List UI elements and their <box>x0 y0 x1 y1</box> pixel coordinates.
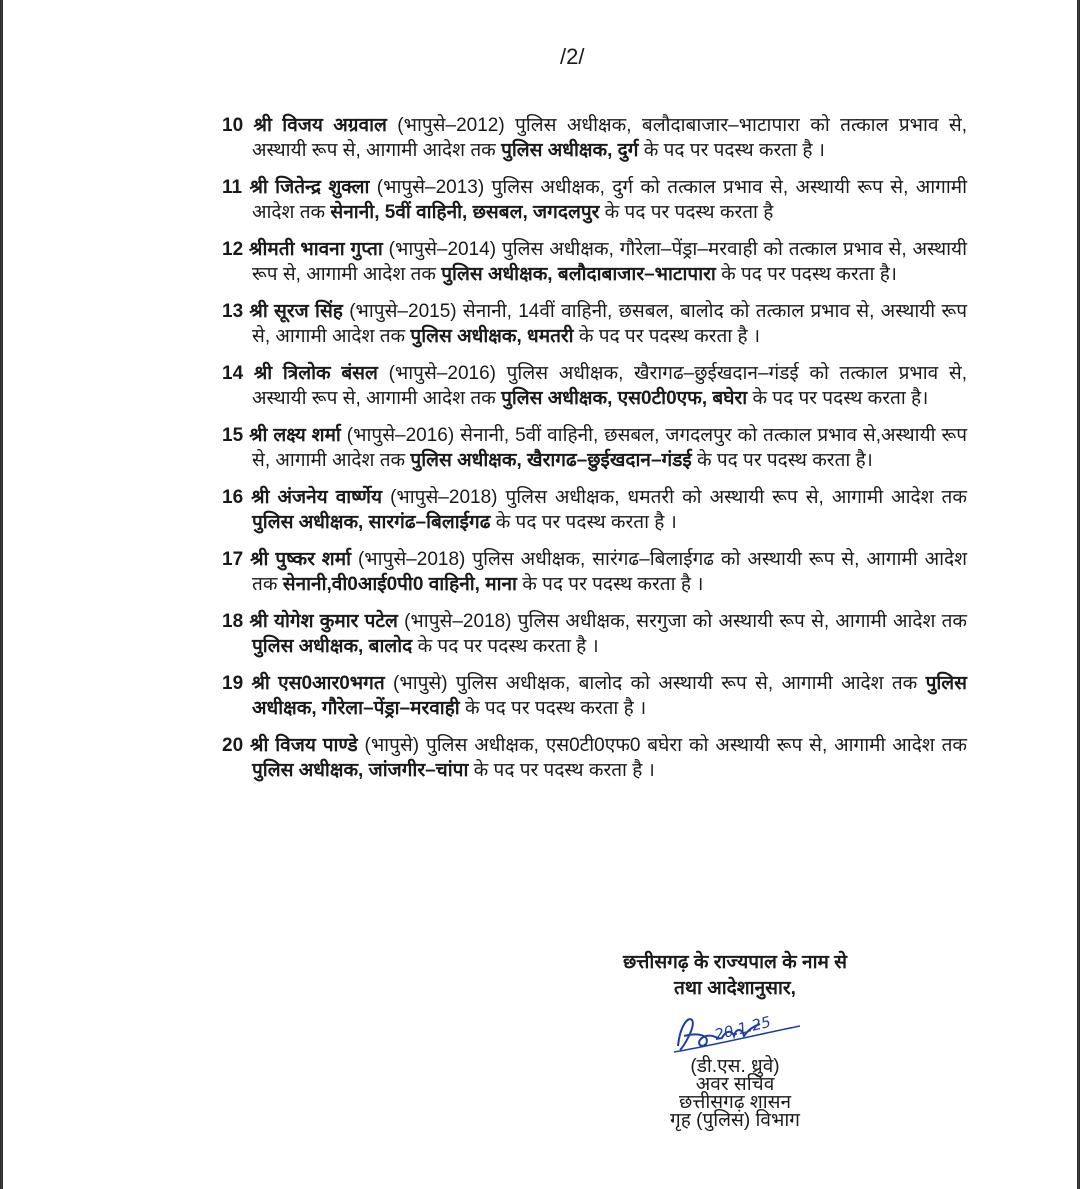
item-number: 17 <box>222 549 244 570</box>
new-posting: सेनानी, 5वीं वाहिनी, छसबल, जगदलपुर <box>330 202 600 223</box>
order-suffix: के पद पर पदस्थ करता है । <box>522 574 704 595</box>
order-item <box>222 299 967 349</box>
page-edge-left <box>0 0 3 1189</box>
officer-name: श्री विजय अग्रवाल <box>253 115 387 136</box>
officer-name: (डी.एस. ध्रुवे) <box>690 1056 780 1077</box>
officer-batch: (भापुसे–2016) <box>346 425 455 446</box>
new-posting: पुलिस अधीक्षक, बलौदाबाजार–भाटापारा <box>441 264 716 285</box>
current-posting-text: सेनानी, 14वीं वाहिनी, छसबल, बालोद को तत्काल प्रभाव से, अस्थायी रूप से, आगामी आदेश तक <box>252 301 968 347</box>
new-posting: पुलिस अधीक्षक, खैरागढ–छुईखदान–गंडई <box>410 450 692 471</box>
officer-name: श्री लक्ष्य शर्मा <box>249 425 341 446</box>
new-posting: पुलिस अधीक्षक, जांजगीर–चांपा <box>252 760 469 781</box>
officer-batch: (भापुसे–2013) <box>376 177 485 198</box>
item-number: 10 <box>222 115 244 136</box>
order-item <box>222 485 967 535</box>
item-number: 16 <box>222 487 244 508</box>
order-item <box>222 113 967 163</box>
officer-name: श्री एस0आर0भगत <box>251 673 385 694</box>
closing-line-1: छत्तीसगढ़ के राज्यपाल के नाम से <box>622 952 848 973</box>
officer-name: श्री सूरज सिंह <box>249 301 343 322</box>
officer-batch: (भापुसे–2016) <box>388 363 496 384</box>
new-posting: पुलिस अधीक्षक, धमतरी <box>410 326 574 347</box>
order-suffix: के पद पर पदस्थ करता है । <box>643 140 825 161</box>
item-number: 11 <box>222 177 243 198</box>
order-items-list <box>222 113 967 795</box>
order-suffix: के पद पर पदस्थ करता है <box>604 202 774 223</box>
officer-name: श्री योगेश कुमार पटेल <box>249 611 398 632</box>
current-posting-text: पुलिस अधीक्षक, एस0टी0एफ0 बघेरा को अस्थायी रूप से, आगामी आदेश तक <box>425 735 968 756</box>
officer-batch: (भापुसे–2012) <box>397 115 505 136</box>
item-number: 14 <box>222 363 244 384</box>
officer-name: श्री जितेन्द्र शुक्ला <box>249 177 370 198</box>
order-suffix: के पद पर पदस्थ करता है। <box>697 450 873 471</box>
order-item <box>222 175 967 225</box>
handwritten-signature <box>585 1002 885 1062</box>
officer-batch: (भापुसे) <box>393 673 448 694</box>
order-item <box>222 423 967 473</box>
current-posting-text: पुलिस अधीक्षक, गौरेला–पेंड्रा–मरवाही को तत्काल प्रभाव से, अस्थायी रूप से, आगामी आदेश तक <box>252 239 967 285</box>
new-posting: सेनानी,वी0आई0पी0 वाहिनी, माना <box>282 574 517 595</box>
officer-government: छत्तीसगढ़ शासन <box>678 1092 792 1113</box>
order-suffix: के पद पर पदस्थ करता है । <box>417 636 599 657</box>
officer-batch: (भापुसे) <box>364 735 420 756</box>
order-suffix: के पद पर पदस्थ करता है। <box>721 264 897 285</box>
order-item <box>222 361 967 411</box>
order-item <box>222 671 967 721</box>
item-number: 19 <box>222 673 244 694</box>
officer-name: श्री विजय पाण्डे <box>250 735 358 756</box>
officer-batch: (भापुसे–2018) <box>404 611 512 632</box>
current-posting-text: पुलिस अधीक्षक, सरगुजा को अस्थायी रूप से, आगामी आदेश तक <box>517 611 968 632</box>
officer-batch: (भापुसे–2015) <box>349 301 457 322</box>
officer-name: श्री अंजनेय वार्ष्णेय <box>251 487 383 508</box>
new-posting: पुलिस अधीक्षक, गौरेला–पेंड्रा–मरवाही <box>252 673 968 719</box>
officer-batch: (भापुसे–2018) <box>357 549 466 570</box>
order-item <box>222 733 967 783</box>
order-item <box>222 547 967 597</box>
order-suffix: के पद पर पदस्थ करता है। <box>752 388 929 409</box>
new-posting: पुलिस अधीक्षक, एस0टी0एफ, बघेरा <box>501 388 748 409</box>
officer-name: श्री त्रिलोक बंसल <box>253 363 378 384</box>
new-posting: पुलिस अधीक्षक, दुर्ग <box>501 140 639 161</box>
signature-block <box>585 950 885 1134</box>
new-posting: पुलिस अधीक्षक, बालोद <box>252 636 413 657</box>
current-posting-text: पुलिस अधीक्षक, धमतरी को अस्थायी रूप से, आगामी आदेश तक <box>505 487 967 508</box>
item-number: 13 <box>222 301 244 322</box>
officer-name: श्री पुष्कर शर्मा <box>250 549 351 570</box>
officer-name: श्रीमती भावना गुप्ता <box>249 239 383 260</box>
order-suffix: के पद पर पदस्थ करता है । <box>495 512 677 533</box>
order-suffix: के पद पर पदस्थ करता है । <box>465 698 647 719</box>
item-number: 20 <box>222 735 244 756</box>
officer-batch: (भापुसे–2018) <box>390 487 498 508</box>
order-suffix: के पद पर पदस्थ करता है । <box>473 760 655 781</box>
item-number: 12 <box>222 239 244 260</box>
new-posting: पुलिस अधीक्षक, सारगंढ–बिलाईगढ <box>252 512 491 533</box>
order-item <box>222 237 967 287</box>
item-number: 18 <box>222 611 244 632</box>
order-suffix: के पद पर पदस्थ करता है । <box>578 326 761 347</box>
officer-department: गृह (पुलिस) विभाग <box>670 1110 800 1131</box>
current-posting-text: पुलिस अधीक्षक, बलौदाबाजार–भाटापारा को तत्काल प्रभाव से, अस्थायी रूप से, आगामी आदेश तक <box>252 115 968 161</box>
page-number: /2/ <box>560 44 585 69</box>
current-posting-text: पुलिस अधीक्षक, सारंगढ–बिलाईगढ को अस्थायी रूप से, आगामी आदेश तक <box>252 549 968 595</box>
item-number: 15 <box>222 425 244 446</box>
current-posting-text: पुलिस अधीक्षक, दुर्ग को तत्काल प्रभाव से, अस्थायी रूप से, आगामी आदेश तक <box>252 177 968 223</box>
officer-designation: अवर सचिव <box>695 1074 775 1095</box>
officer-batch: (भापुसे–2014) <box>388 239 497 260</box>
current-posting-text: पुलिस अधीक्षक, बालोद को अस्थायी रूप से, आगामी आदेश तक <box>455 673 918 694</box>
order-item <box>222 609 967 659</box>
signature-date: 20.1.25 <box>712 1012 773 1044</box>
current-posting-text: पुलिस अधीक्षक, खैरागढ–छुईखदान–गंडई को तत्काल प्रभाव से, अस्थायी रूप से, आगामी आदेश तक <box>252 363 968 409</box>
current-posting-text: सेनानी, 5वीं वाहिनी, छसबल, जगदलपुर को तत्काल प्रभाव से,अस्थायी रूप से, आगामी आदेश तक <box>252 425 968 471</box>
closing-line-2: तथा आदेशानुसार, <box>674 978 796 999</box>
